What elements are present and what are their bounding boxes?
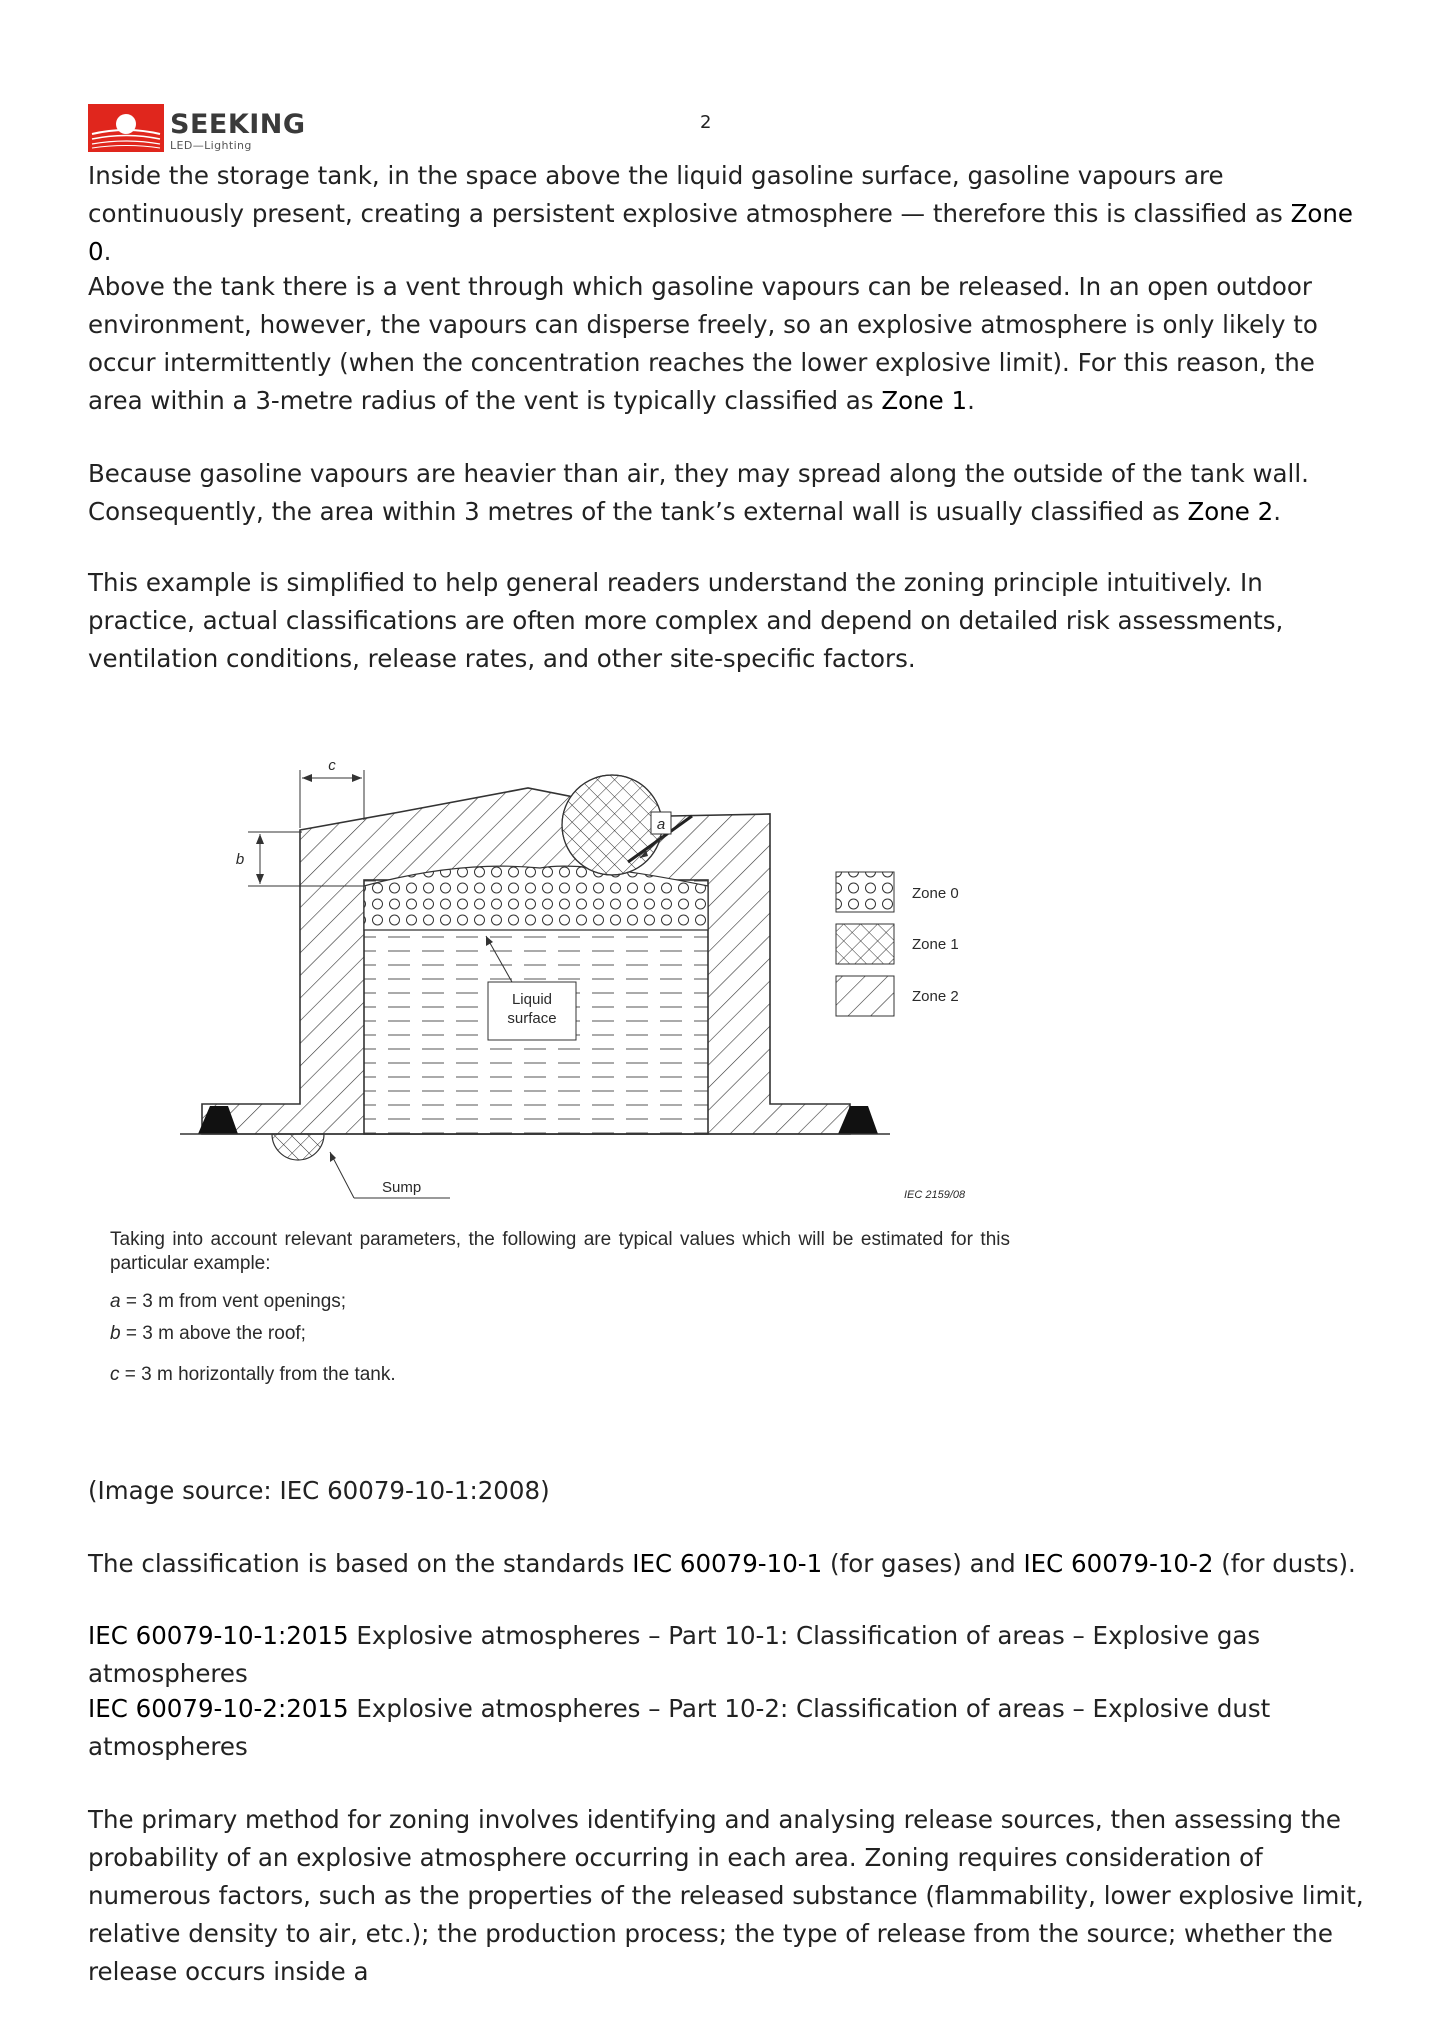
- iec-figure-ref: IEC 2159/08: [904, 1189, 966, 1201]
- iec-gas-2015-ref: IEC 60079-10-1:2015: [88, 1621, 349, 1650]
- label-a: a: [656, 816, 666, 833]
- zone0-region: [364, 866, 708, 930]
- legend-zone0-label: Zone 0: [912, 885, 959, 902]
- legend-zone2-label: Zone 2: [912, 988, 959, 1005]
- sump-label: Sump: [382, 1179, 422, 1196]
- liquid-label-line1: Liquid: [511, 991, 553, 1008]
- tank-zone-diagram: [80, 720, 1060, 1220]
- iec-gas-ref: IEC 60079-10-1: [632, 1549, 823, 1578]
- label-b: b: [235, 851, 245, 868]
- figure-item-c: c = 3 m horizontally from the tank.: [110, 1364, 396, 1385]
- paragraph-iec-dust: IEC 60079-10-2:2015 Explosive atmospheres – Part 10-2: Classification of areas – Explosive dust atmospheres: [88, 1694, 1271, 1761]
- zone-diagram-figure: [80, 720, 1060, 1410]
- zone1-vent-region: [562, 775, 662, 875]
- sun-logo-icon: [88, 104, 164, 152]
- zone0-ref: Zone 0: [88, 199, 1353, 266]
- image-source: (Image source: IEC 60079-10-1:2008): [88, 1476, 550, 1505]
- paragraph-iec-gas: IEC 60079-10-1:2015 Explosive atmospheres – Part 10-1: Classification of areas – Explosive gas atmospheres: [88, 1621, 1261, 1688]
- iec-dust-2015-ref: IEC 60079-10-2:2015: [88, 1694, 349, 1723]
- label-c: c: [328, 757, 336, 774]
- iec-dust-ref: IEC 60079-10-2: [1023, 1549, 1214, 1578]
- paragraph-zone2: Because gasoline vapours are heavier than air, they may spread along the outside of the tank wall. Consequently, the area within 3 metres of the tank’s external wall is usually classified as Zone 2.: [88, 459, 1309, 526]
- paragraph-zone1: Above the tank there is a vent through which gasoline vapours can be released. In an open outdoor environment, however, the vapours can disperse freely, so an explosive atmosphere is only likely to occur intermittently (when the concentration reaches the lower explosive limit). For this reason, the area within a 3-metre radius of the vent is typically classified as Zone 1.: [88, 272, 1318, 415]
- seeking-logo: [88, 104, 308, 154]
- figure-caption: Taking into account relevant parameters, the following are typical values which will be estimated for this particular example:: [110, 1229, 1010, 1274]
- paragraph-zoning-method: The primary method for zoning involves identifying and analysing release sources, then assessing the probability of an explosive atmosphere occurring in each area. Zoning requires consideration of numerous factors, such as the properties of the released substance (flammability, lower explosive limit, relative density to air, etc.); the production process; the type of release from the source; whether the release occurs inside a: [88, 1805, 1364, 1986]
- zone2-ref: Zone 2: [1187, 497, 1274, 526]
- paragraph-standards: The classification is based on the standards IEC 60079-10-1 (for gases) and IEC 60079-10-2 (for dusts).: [88, 1549, 1356, 1578]
- liquid-label-line2: surface: [507, 1010, 557, 1027]
- brand-subtitle: LED—Lighting: [170, 139, 252, 152]
- figure-item-b: b = 3 m above the roof;: [110, 1323, 306, 1344]
- paragraph-simplification: This example is simplified to help general readers understand the zoning principle intuitively. In practice, actual classifications are often more complex and depend on detailed risk assessments, ventilation conditions, release rates, and other site-specific factors.: [88, 568, 1284, 673]
- legend-zone1-swatch: [836, 924, 894, 964]
- sump-region: [272, 1134, 324, 1160]
- brand-name: SEEKING: [170, 109, 306, 140]
- legend-zone1-label: Zone 1: [912, 936, 959, 953]
- legend-zone0-swatch: [836, 872, 894, 912]
- legend-zone2-swatch: [836, 976, 894, 1016]
- page-number: 2: [700, 112, 712, 133]
- paragraph-zone0: Inside the storage tank, in the space above the liquid gasoline surface, gasoline vapours are continuously present, creating a persistent explosive atmosphere — therefore this is classified as Zone 0.: [88, 161, 1353, 266]
- zone1-ref: Zone 1: [881, 386, 968, 415]
- figure-item-a: a = 3 m from vent openings;: [110, 1291, 347, 1312]
